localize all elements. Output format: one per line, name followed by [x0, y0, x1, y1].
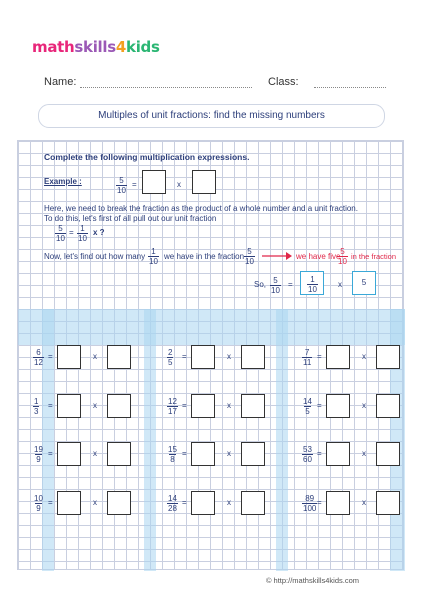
- times-sign: x: [362, 449, 366, 458]
- times-sign: x: [227, 498, 231, 507]
- equals-sign: =: [132, 180, 137, 189]
- problem-fraction: $\frac{14}{5}$: [303, 397, 312, 416]
- answer-box-fraction[interactable]: [376, 394, 400, 418]
- logo-math: math: [32, 38, 75, 56]
- times-sign: x: [362, 352, 366, 361]
- times-sign: x: [338, 280, 342, 289]
- answer-box-fraction[interactable]: [241, 442, 265, 466]
- logo-four: 4: [115, 38, 127, 56]
- answer-box-fraction: $\frac{1}{10}$: [300, 271, 324, 295]
- equals-sign: =: [317, 449, 322, 458]
- now-unit-fraction: $\frac{1}{10}$: [149, 247, 158, 266]
- problem-fraction: $\frac{2}{5}$: [168, 348, 173, 367]
- answer-box-fraction[interactable]: [376, 345, 400, 369]
- blue-column: [144, 309, 156, 571]
- step-fraction: $\frac{5}{10}$: [56, 224, 65, 243]
- answer-box-fraction[interactable]: [107, 491, 131, 515]
- answer-box-whole[interactable]: [326, 394, 350, 418]
- problem-fraction: $\frac{14}{28}$: [168, 494, 177, 513]
- answer-box-whole[interactable]: [191, 394, 215, 418]
- answer-box-whole[interactable]: [326, 442, 350, 466]
- worksheet-title: Multiples of unit fractions: find the missing numbers: [38, 104, 385, 128]
- answer-box-fraction[interactable]: [107, 442, 131, 466]
- example-box-whole: [142, 170, 166, 194]
- unit-fraction: $\frac{1}{10}$: [78, 224, 87, 243]
- answer-box-fraction[interactable]: [376, 442, 400, 466]
- equals-sign: =: [48, 498, 53, 507]
- have-prefix: we have five: [296, 252, 341, 261]
- problem-fraction: $\frac{19}{9}$: [34, 445, 43, 464]
- answer-box-whole: 5: [352, 271, 376, 295]
- explanation-line-2: To do this, let's first of all pull out our unit fraction: [44, 214, 217, 223]
- example-label: Example :: [44, 177, 82, 186]
- equals-sign: =: [48, 449, 53, 458]
- answer-box-whole[interactable]: [326, 345, 350, 369]
- equals-sign: =: [182, 401, 187, 410]
- equals-sign: =: [48, 352, 53, 361]
- answer-box-fraction[interactable]: [376, 491, 400, 515]
- equals-sign: =: [182, 449, 187, 458]
- answer-box-fraction[interactable]: [107, 345, 131, 369]
- instructions: Complete the following multiplication expressions.: [44, 152, 250, 162]
- class-label: Class:: [268, 76, 299, 88]
- times-sign: x: [93, 498, 97, 507]
- problem-fraction: $\frac{53}{60}$: [303, 445, 312, 464]
- answer-box-whole[interactable]: [326, 491, 350, 515]
- example-fraction: $\frac{5}{10}$: [117, 176, 126, 195]
- times-sign: x: [362, 498, 366, 507]
- name-class-bar: [44, 76, 385, 92]
- explanation-line-1: Here, we need to break the fraction as the product of a whole number and a unit fraction.: [44, 204, 358, 213]
- times-sign: x: [227, 401, 231, 410]
- equals-sign: =: [182, 352, 187, 361]
- logo-kids: kids: [126, 38, 160, 56]
- problem-fraction: $\frac{7}{11}$: [303, 348, 312, 367]
- class-line[interactable]: [314, 87, 386, 88]
- problem-fraction: $\frac{15}{8}$: [168, 445, 177, 464]
- times-sign: x: [177, 180, 181, 189]
- answer-box-whole[interactable]: [191, 345, 215, 369]
- answer-box-fraction[interactable]: [241, 345, 265, 369]
- times-sign: x: [93, 401, 97, 410]
- problem-fraction: $\frac{12}{17}$: [168, 397, 177, 416]
- now-prefix: Now, let's find out how many: [44, 252, 146, 261]
- have-suffix: in the fraction: [351, 252, 397, 261]
- red-arrow-icon: [262, 252, 292, 260]
- logo-skills: skills: [74, 38, 116, 56]
- times-sign: x: [227, 352, 231, 361]
- equals-sign: =: [48, 401, 53, 410]
- times-sign: x: [227, 449, 231, 458]
- equals-sign: =: [288, 280, 293, 289]
- answer-box-whole[interactable]: [57, 394, 81, 418]
- footer-url: © http://mathskills4kids.com: [265, 576, 359, 585]
- equals-sign: =: [69, 228, 74, 237]
- problem-fraction: $\frac{1}{3}$: [34, 397, 39, 416]
- equals-sign: =: [317, 498, 322, 507]
- times-sign: x: [93, 449, 97, 458]
- equals-sign: =: [317, 352, 322, 361]
- answer-box-fraction[interactable]: [241, 491, 265, 515]
- answer-box-fraction[interactable]: [241, 394, 265, 418]
- answer-box-whole[interactable]: [57, 345, 81, 369]
- answer-box-whole[interactable]: [191, 491, 215, 515]
- step-suffix: x ?: [93, 228, 105, 237]
- problem-fraction: $\frac{6}{12}$: [34, 348, 43, 367]
- name-line[interactable]: [80, 87, 252, 88]
- logo: [32, 38, 160, 56]
- times-sign: x: [362, 401, 366, 410]
- equals-sign: =: [182, 498, 187, 507]
- so-label: So,: [254, 280, 267, 289]
- problem-fraction: $\frac{10}{9}$: [34, 494, 43, 513]
- now-mid: we have in the fraction: [164, 252, 245, 261]
- answer-box-fraction[interactable]: [107, 394, 131, 418]
- problem-fraction: $\frac{89}{100}$: [303, 494, 317, 513]
- equals-sign: =: [317, 401, 322, 410]
- answer-box-whole[interactable]: [191, 442, 215, 466]
- so-fraction: $\frac{5}{10}$: [271, 276, 280, 295]
- times-sign: x: [93, 352, 97, 361]
- answer-box-whole[interactable]: [57, 442, 81, 466]
- answer-box-whole[interactable]: [57, 491, 81, 515]
- blue-band: [18, 309, 405, 345]
- name-label: Name:: [44, 76, 77, 88]
- now-fraction: $\frac{5}{10}$: [245, 247, 254, 266]
- blue-column: [276, 309, 288, 571]
- example-box-fraction: [192, 170, 216, 194]
- have-fraction: $\frac{5}{10}$: [338, 247, 347, 266]
